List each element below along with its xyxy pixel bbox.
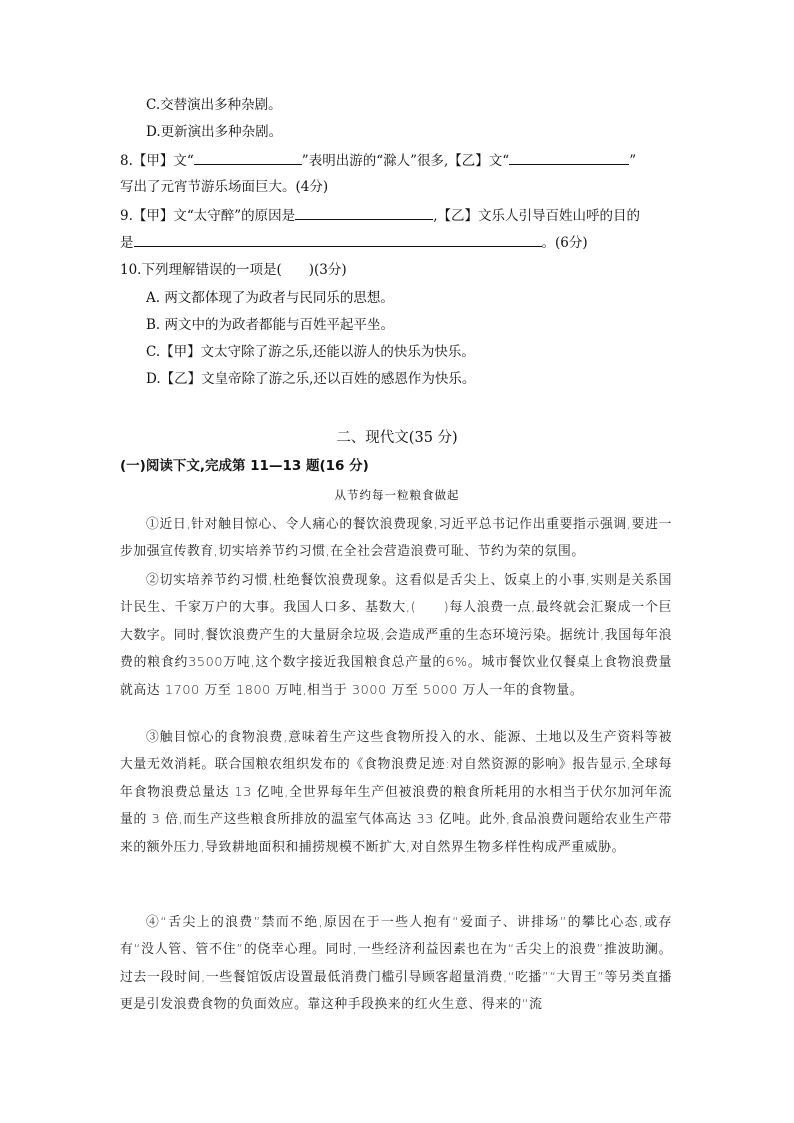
option-10c: C.【甲】文太守除了游之乐,还能以游人的快乐为快乐。 (146, 344, 475, 360)
answer-blank-8a[interactable] (194, 150, 302, 165)
article-paragraph-1: ①近日,针对触目惊心、令人痛心的餐饮浪费现象,习近平总书记作出重要指示强调,要进一步加强宣传教育,切实培养节约习惯,在全社会营造浪费可耻、节约为荣的氛围。 (120, 517, 672, 560)
option-10b: B. 两文中的为政者都能与百姓平起平坐。 (146, 317, 395, 333)
answer-blank-8b[interactable] (509, 150, 629, 165)
question-9-cont: 是 。(6分) (120, 232, 588, 253)
article-paragraph-2: ②切实培养节约习惯,杜绝餐饮浪费现象。这看似是舌尖上、饭桌上的小事,实则是关系国计民生、千家万户的大事。我国人口多、基数大,( )每人浪费一点,最终就会汇聚成一个巨大数字。同时,餐饮浪费产生的大量厨余垃圾,会造成严重的生态环境污染。据统计,我国每年浪费的粮食约3500万吨,这个数字接近我国粮食总产量的6%。城市餐饮业仅餐桌上食物浪费量就高达 1700 万至 1800 万吨,相当于 3000 万至 5000 万人一年的食物量。 (120, 573, 672, 698)
article-title: 从节约每一粒粮食做起 (334, 488, 460, 502)
option-d-top: D.更新演出多种杂剧。 (146, 124, 283, 140)
article-paragraph-3: ③触目惊心的食物浪费,意味着生产这些食物所投入的水、能源、土地以及生产资料等被大量无效消耗。联合国粮农组织发布的《食物浪费足迹:对自然资源的影响》报告显示,全球每年食物浪费总量达 13 亿吨,全世界每年生产但被浪费的粮食所耗用的水相当于伏尔加河年流量的 3 倍,而生产这些粮食所排放的温室气体高达 33 亿吨。此外,食品浪费问题给农业生产带来的额外压力,导致耕地面积和捕捞规模不断扩大,对自然界生物多样性构成严重威胁。 (120, 730, 672, 855)
option-10d: D.【乙】文皇帝除了游之乐,还以百姓的感恩作为快乐。 (146, 371, 476, 387)
question-9: 9.【甲】文“太守醉”的原因是 ,【乙】文乐人引导百姓山呼的目的 (120, 205, 640, 226)
option-10a: A. 两文都体现了为政者与民同乐的思想。 (146, 290, 394, 306)
article-paragraph-4: ④“舌尖上的浪费”禁而不绝,原因在于一些人抱有“爱面子、讲排场”的攀比心态,或存有“没人管、管不住”的侥幸心理。同时,一些经济利益因素也在为“舌尖上的浪费”推波助澜。过去一段时间,一些餐馆饭店设置最低消费门槛引导顾客超量消费,“吃播”“大胃王”等另类直播更是引发浪费食物的负面效应。靠这种手段换来的红火生意、得来的“流 (120, 915, 672, 1013)
question-8-cont: 写出了元宵节游乐场面巨大。(4分) (120, 179, 329, 195)
question-10: 10.下列理解错误的一项是( )(3分) (120, 262, 347, 278)
option-c-top: C.交替演出多种杂剧。 (146, 97, 282, 113)
section-heading: 二、现代文(35 分) (336, 430, 458, 446)
answer-blank-9b[interactable] (134, 232, 542, 247)
question-8: 8.【甲】文“ ”表明出游的“滁人”很多,【乙】文“ ” (120, 150, 636, 171)
answer-blank-9a[interactable] (295, 205, 433, 220)
section-subheading: (一)阅读下文,完成第 11—13 题(16 分) (120, 458, 369, 474)
